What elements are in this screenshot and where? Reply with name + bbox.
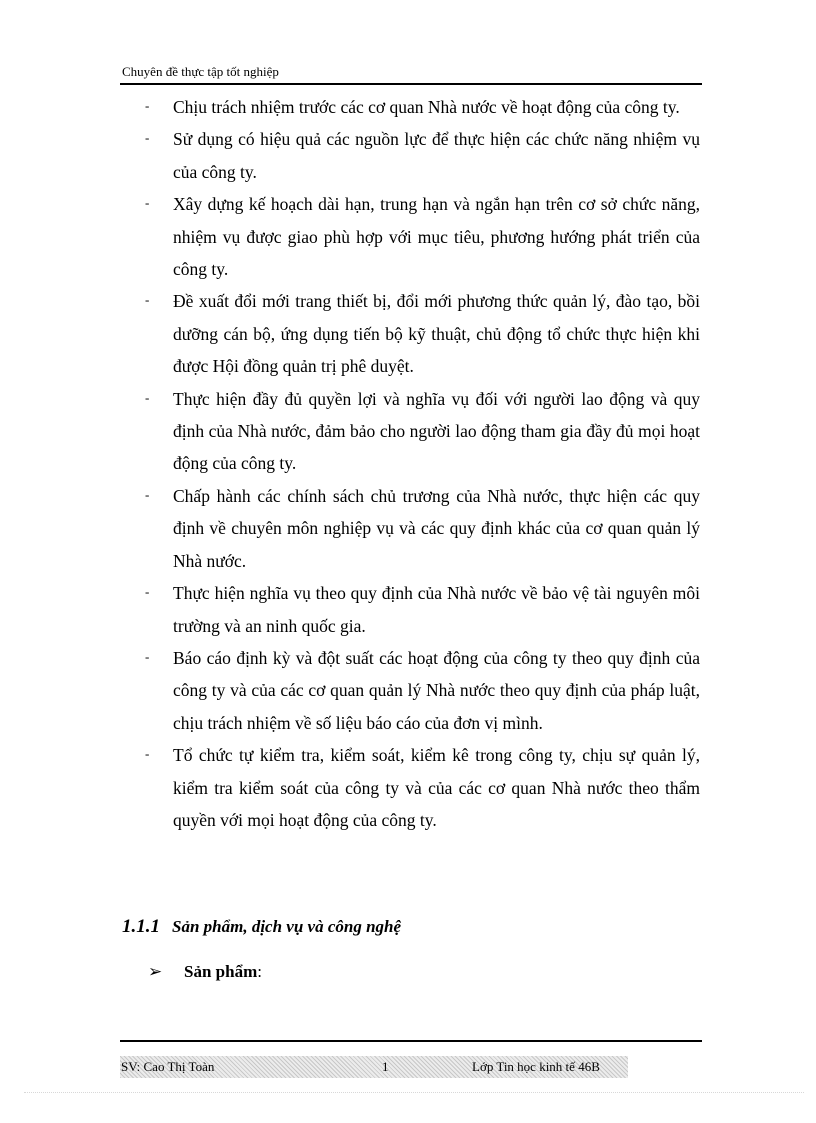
section-number: 1.1.1 [122, 916, 160, 937]
footer-student-name: SV: Cao Thị Toàn [121, 1059, 215, 1074]
list-item [0, 739, 816, 836]
list-item-text: Xây dựng kế hoạch dài hạn, trung hạn và ngắn hạn trên cơ sở chức năng, nhiệm vụ được giao phù hợp với mục tiêu, phương hướng phát triển của công ty. [173, 194, 700, 280]
list-item-text: Chấp hành các chính sách chủ trương của Nhà nước, thực hiện các quy định về chuyên môn nghiệp vụ và các quy định khác của cơ quan quản lý Nhà nước. [173, 485, 700, 571]
list-item-text: Báo cáo định kỳ và đột suất các hoạt động của công ty theo quy định của công ty và của các cơ quan quản lý Nhà nước theo quy định của pháp luật, chịu trách nhiệm về số liệu báo cáo của đơn vị mình. [173, 647, 700, 733]
list-item [0, 285, 816, 382]
list-item-text: Thực hiện nghĩa vụ theo quy định của Nhà nước về bảo vệ tài nguyên môi trường và an ninh quốc gia. [173, 583, 700, 636]
dash-bullet-icon: - [145, 648, 150, 664]
list-item [0, 188, 816, 285]
section-heading [122, 916, 401, 938]
dash-bullet-icon: - [145, 292, 150, 308]
header-title: Chuyên đề thực tập tốt nghiệp [122, 64, 279, 79]
subsection-heading [148, 962, 262, 982]
page-edge-divider [24, 1092, 804, 1093]
header-rule [120, 83, 702, 85]
responsibility-list [0, 91, 816, 836]
list-item [0, 91, 816, 123]
dash-bullet-icon: - [145, 746, 150, 762]
dash-bullet-icon: - [145, 130, 150, 146]
subsection-label: Sản phẩm [184, 962, 258, 981]
list-item [0, 123, 816, 188]
arrow-bullet-icon: ➢ [148, 962, 163, 982]
list-item [0, 642, 816, 739]
list-item-text: Đề xuất đổi mới trang thiết bị, đổi mới phương thức quản lý, đào tạo, bồi dưỡng cán bộ, ứng dụng tiến bộ kỹ thuật, chủ động tổ chức thực hiện khi được Hội đồng quản trị phê duyệt. [173, 291, 700, 377]
dash-bullet-icon: - [145, 195, 150, 211]
footer-class-name: Lớp Tin học kinh tế 46B [472, 1059, 600, 1074]
dash-bullet-icon: - [145, 486, 150, 502]
footer-rule [120, 1040, 702, 1042]
list-item-text: Thực hiện đầy đủ quyền lợi và nghĩa vụ đối với người lao động và quy định của Nhà nước, đảm bảo cho người lao động tham gia đầy đủ mọi hoạt động của công ty. [173, 388, 700, 474]
list-item-text: Chịu trách nhiệm trước các cơ quan Nhà nước về hoạt động của công ty. [173, 97, 680, 117]
list-item [0, 577, 816, 642]
section-title: Sản phẩm, dịch vụ và công nghệ [172, 917, 402, 936]
list-item-text: Tổ chức tự kiểm tra, kiểm soát, kiểm kê trong công ty, chịu sự quản lý, kiểm tra kiểm soát của công ty và của các cơ quan Nhà nước theo thẩm quyền với mọi hoạt động của công ty. [173, 745, 700, 830]
footer-page-number: 1 [382, 1059, 389, 1074]
subsection-suffix: : [257, 962, 262, 981]
list-item [0, 480, 816, 577]
list-item [0, 383, 816, 480]
list-item-text: Sử dụng có hiệu quả các nguồn lực để thực hiện các chức năng nhiệm vụ của công ty. [173, 129, 700, 182]
dash-bullet-icon: - [145, 389, 150, 405]
dash-bullet-icon: - [145, 98, 150, 113]
dash-bullet-icon: - [145, 584, 150, 600]
